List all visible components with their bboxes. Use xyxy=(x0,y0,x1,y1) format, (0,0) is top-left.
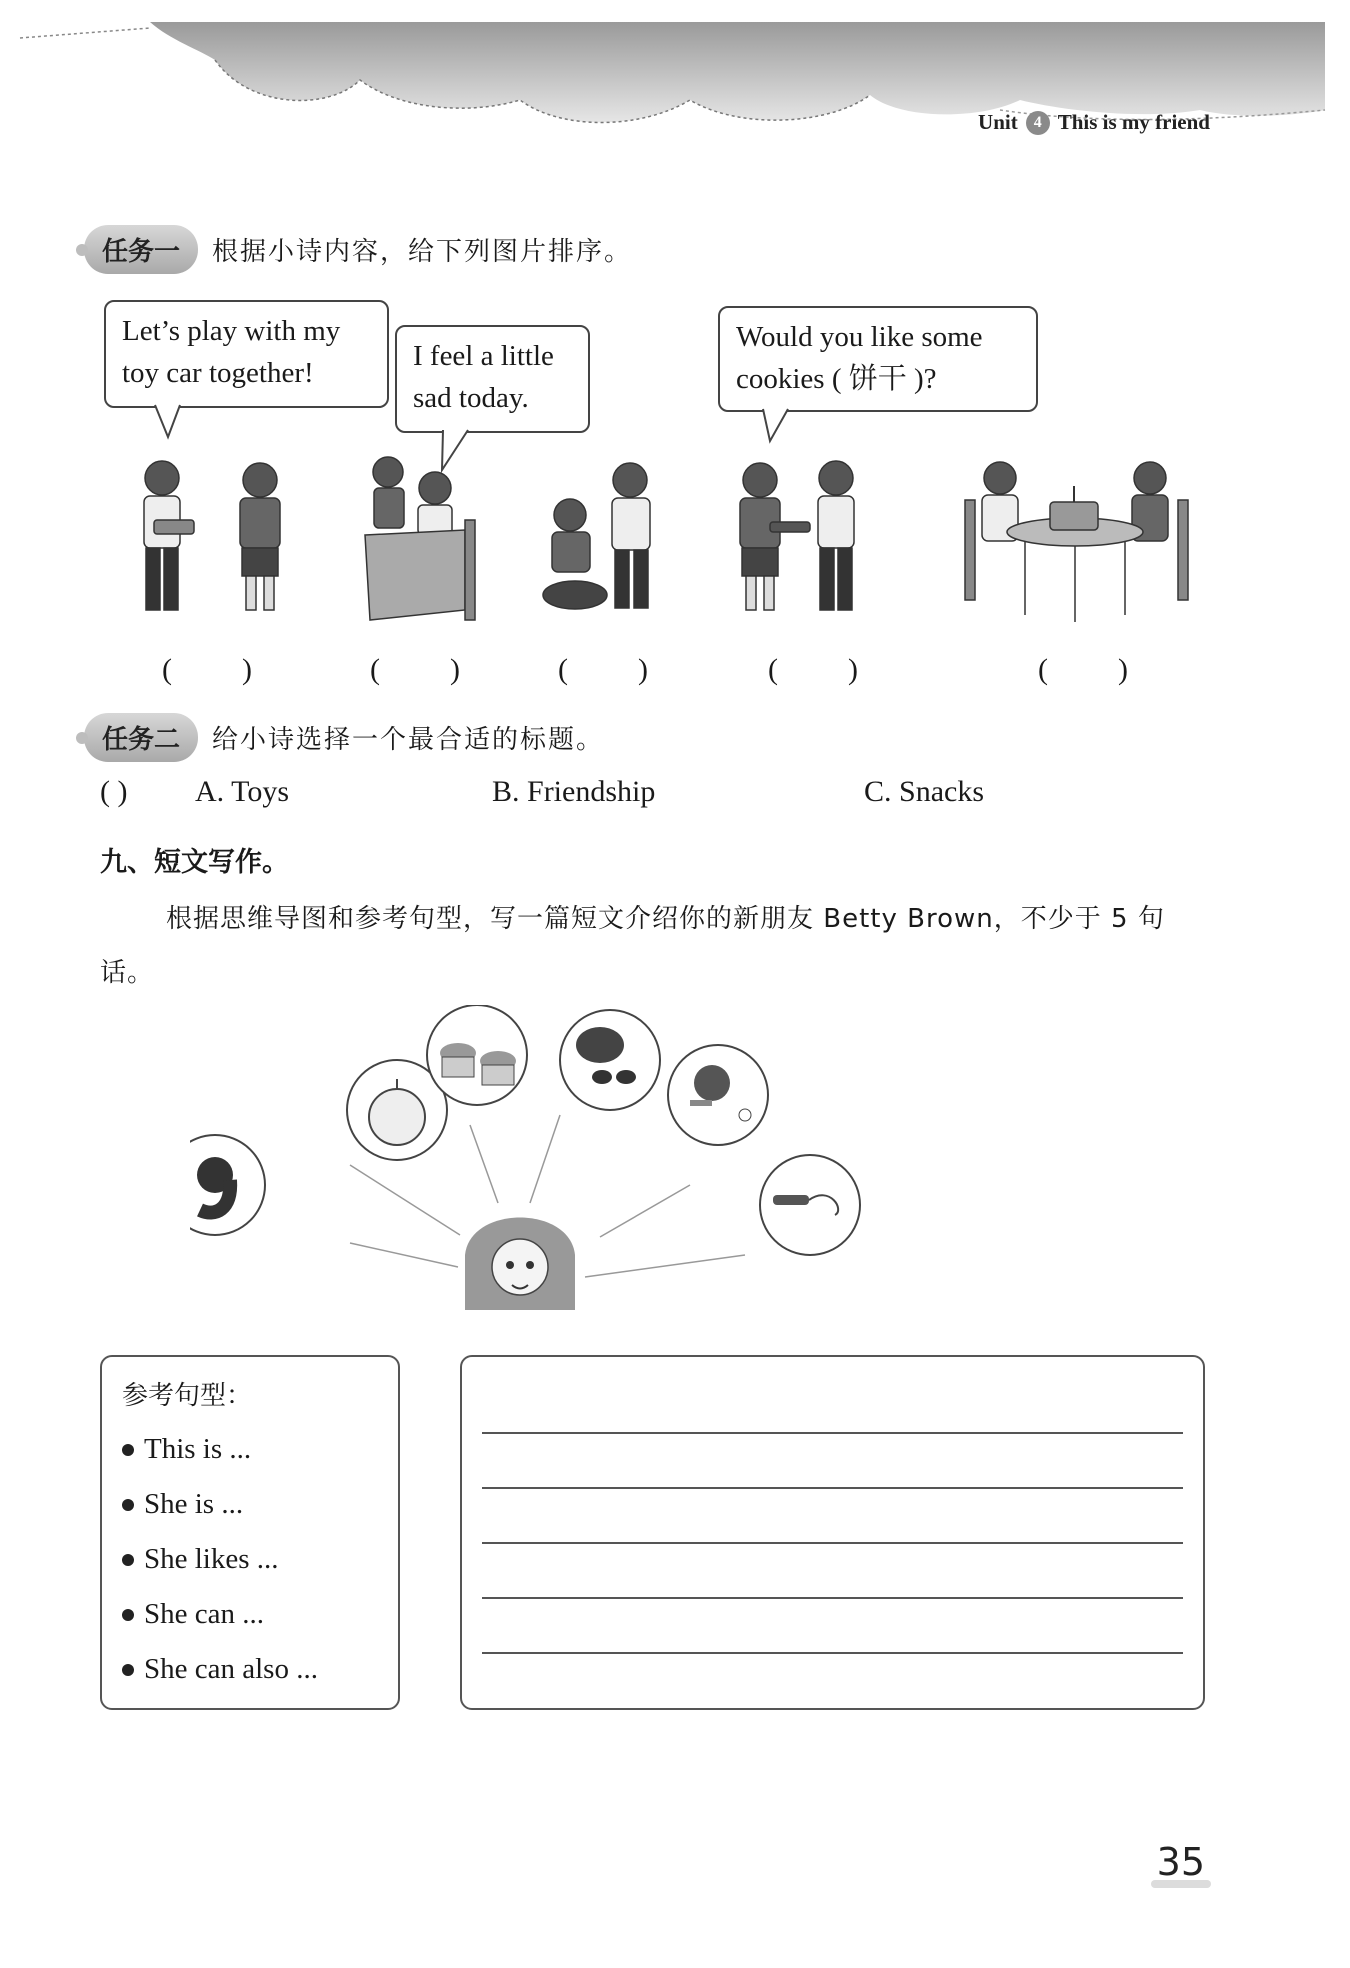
speech-bubble-1 xyxy=(104,300,389,408)
microphone-icon xyxy=(760,1155,860,1255)
bubble-1-line1: Let’s play with my xyxy=(122,315,341,347)
ping-pong-icon xyxy=(668,1045,768,1145)
unit-title: This is my friend xyxy=(1057,110,1210,134)
order-blank-3[interactable]: ( ) xyxy=(558,653,648,686)
bullet-icon xyxy=(122,1554,134,1566)
task2-tag: 任务二 xyxy=(84,713,198,762)
task2-answer-blank[interactable]: ( ) xyxy=(100,775,128,808)
mind-map xyxy=(190,1005,1090,1310)
scene-3-boy-helping-fallen-friend xyxy=(543,463,650,609)
reference-item: She can ... xyxy=(122,1587,378,1642)
bullet-icon xyxy=(122,1609,134,1621)
task1-instruction: 根据小诗内容，给下列图片排序。 xyxy=(212,237,633,267)
reference-item: She likes ... xyxy=(122,1532,378,1587)
bubble-1-line2: toy car together! xyxy=(122,357,314,389)
bubble-3-line2: cookies ( 饼干 )? xyxy=(736,363,937,395)
girl-avatar-icon xyxy=(465,1218,575,1311)
option-a[interactable]: A. Toys xyxy=(195,775,290,808)
bubble-2-line1: I feel a little xyxy=(413,340,554,372)
bubble-3-line1: Would you like some xyxy=(736,321,983,353)
page-number: 35 xyxy=(1156,1840,1205,1884)
scene-illustrations xyxy=(120,450,1200,640)
scene-2-boy-at-desk xyxy=(365,457,475,620)
option-c[interactable]: C. Snacks xyxy=(864,775,984,808)
bullet-icon xyxy=(122,1664,134,1676)
order-blank-4[interactable]: ( ) xyxy=(768,653,858,686)
task2-instruction: 给小诗选择一个最合适的标题。 xyxy=(212,725,605,755)
task1-row xyxy=(84,225,632,274)
task2-row xyxy=(84,713,604,762)
scene-5-birthday-table xyxy=(965,462,1188,622)
unit-header xyxy=(978,110,1210,135)
unit-label: Unit xyxy=(978,110,1018,134)
reference-sentences-box xyxy=(100,1355,400,1710)
reference-item: She can also ... xyxy=(122,1642,378,1697)
bubble-3-tail xyxy=(758,409,798,444)
section9-instruction: 根据思维导图和参考句型，写一篇短文介绍你的新朋友 Betty Brown，不少于 5 句话。 xyxy=(100,904,1165,988)
speech-bubble-2 xyxy=(395,325,590,433)
writing-line-3[interactable] xyxy=(482,1542,1183,1544)
writing-line-1[interactable] xyxy=(482,1432,1183,1434)
bullet-icon xyxy=(122,1499,134,1511)
bubble-1-tail xyxy=(150,405,190,440)
scene-1-boys-toy-car xyxy=(144,461,280,610)
unit-number-badge: 4 xyxy=(1026,111,1050,135)
bullet-icon xyxy=(122,1444,134,1456)
task1-tag: 任务一 xyxy=(84,225,198,274)
cupcakes-icon xyxy=(427,1005,527,1105)
option-b[interactable]: B. Friendship xyxy=(492,775,656,808)
cap-goggles-icon xyxy=(560,1010,660,1110)
order-blank-5[interactable]: ( ) xyxy=(1038,653,1128,686)
speech-bubble-3 xyxy=(718,306,1038,412)
reference-title: 参考句型： xyxy=(122,1381,253,1411)
scene-4-boys-cookies xyxy=(740,461,854,610)
reference-item: This is ... xyxy=(122,1422,378,1477)
writing-area[interactable] xyxy=(460,1355,1205,1710)
section9-heading: 九、短文写作。 xyxy=(100,847,289,878)
writing-line-5[interactable] xyxy=(482,1652,1183,1654)
writing-line-2[interactable] xyxy=(482,1487,1183,1489)
writing-line-4[interactable] xyxy=(482,1597,1183,1599)
reference-item: She is ... xyxy=(122,1477,378,1532)
order-blank-2[interactable]: ( ) xyxy=(370,653,460,686)
bubble-2-line2: sad today. xyxy=(413,382,529,414)
order-blank-1[interactable]: ( ) xyxy=(162,653,252,686)
number-nine-icon xyxy=(190,1135,265,1235)
